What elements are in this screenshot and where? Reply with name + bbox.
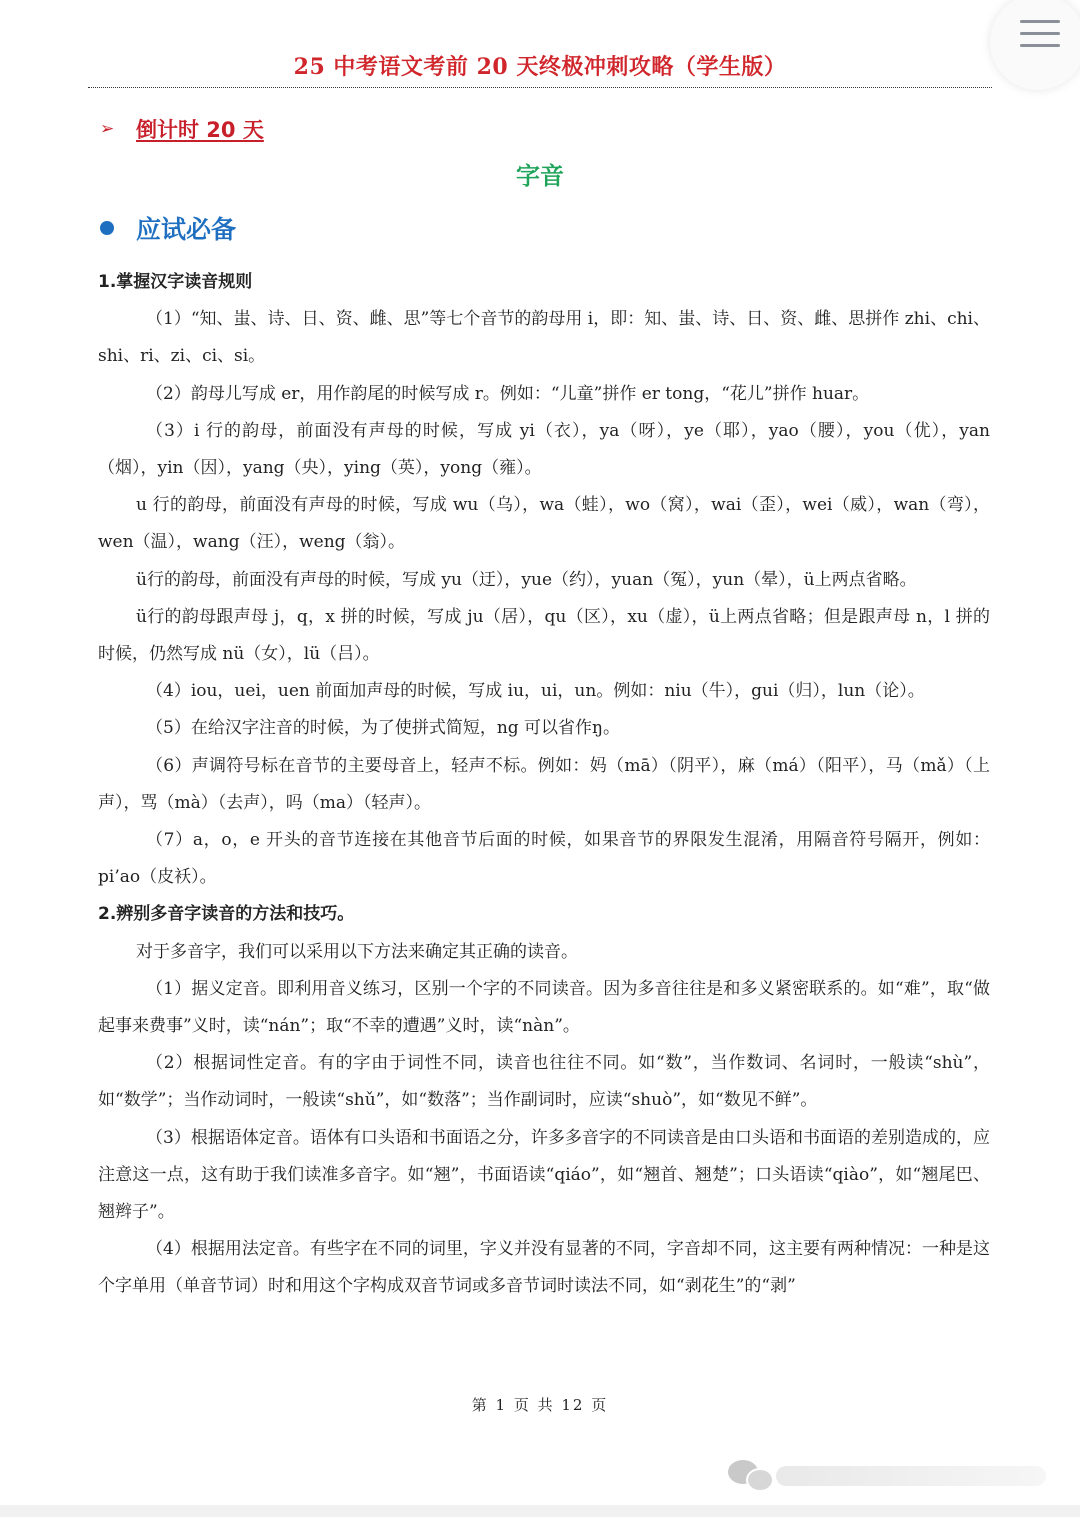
section-title: 字音 <box>516 162 564 190</box>
document-title: 25 中考语文考前 20 天终极冲刺攻略（学生版） <box>293 54 787 80</box>
paragraph: （1）据义定音。即利用音义练习，区别一个字的不同读音。因为多音往往是和多义紧密联系的。如“难”，取“做起事来费事”义时，读“nán”；取“不幸的遭遇”义时，读“nàn”。 <box>98 978 990 1037</box>
document-body <box>98 264 990 1306</box>
paragraph: （4）iou，uei，uen 前面加声母的时候，写成 iu，ui，un。例如：niu（牛），gui（归），lun（论）。 <box>146 681 925 702</box>
paragraph: （2）韵母儿写成 er，用作韵尾的时候写成 r。例如：“儿童”拼作 er tong，“花儿”拼作 huar。 <box>146 383 870 404</box>
countdown-label: 倒计时 20 天 <box>136 118 264 142</box>
paragraph: （7）a，o，e 开头的音节连接在其他音节后面的时候，如果音节的界限发生混淆，用隔音符号隔开，例如：pi’ao（皮袄）。 <box>98 830 990 888</box>
watermark <box>724 1458 1054 1492</box>
page-number: 第 1 页 共 12 页 <box>471 1396 609 1414</box>
paragraph: （6）声调符号标在音节的主要母音上，轻声不标。例如：妈（mā）（阴平），麻（má）（阳平），马（mǎ）（上声），骂（mà）（去声），吗（ma）（轻声）。 <box>98 755 990 813</box>
menu-button[interactable] <box>990 0 1080 90</box>
essentials-label: 应试必备 <box>136 215 237 244</box>
menu-icon-line <box>1020 44 1060 47</box>
paragraph: （1）“知、蚩、诗、日、资、雌、思”等七个音节的韵母用 i，即：知、蚩、诗、日、资、雌、思拼作 zhi、chi、shi、ri、zi、ci、si。 <box>98 309 990 367</box>
paragraph: 对于多音字，我们可以采用以下方法来确定其正确的读音。 <box>136 941 578 962</box>
bottom-band <box>0 1505 1080 1517</box>
paragraph: （3）根据语体定音。语体有口头语和书面语之分，许多多音字的不同读音是由口头语和书面语的差别造成的，应注意这一点，这有助于我们读准多音字。如“翘”，书面语读“qiáo”，如“翘首、翘楚”；口头语读“qiào”，如“翘尾巴、翘辫子”。 <box>98 1127 990 1223</box>
arrow-bullet-icon: ➢ <box>100 119 115 139</box>
paragraph: ü行的韵母跟声母 j，q，x 拼的时候，写成 ju（居），qu（区），xu（虚），ü上两点省略；但是跟声母 n，l 拼的时候，仍然写成 nü（女），lü（吕）。 <box>98 606 990 665</box>
paragraph: （4）根据用法定音。有些字在不同的词里，字义并没有显著的不同，字音却不同，这主要有两种情况：一种是这个字单用（单音节词）时和用这个字构成双音节词或多音节词时读法不同，如“剥花生”的“剥” <box>98 1239 990 1297</box>
subheading: 2.辨别多音字读音的方法和技巧。 <box>98 904 355 925</box>
menu-icon-line <box>1020 32 1060 35</box>
menu-icon-line <box>1020 20 1060 23</box>
essentials-heading <box>100 210 236 246</box>
subheading: 1.掌握汉字读音规则 <box>98 272 253 292</box>
countdown-heading <box>100 114 264 144</box>
paragraph: （3）i 行的韵母，前面没有声母的时候，写成 yi（衣），ya（呀），ye（耶），yao（腰），you（优），yan（烟），yin（因），yang（央），ying（英），yong（雍）。 <box>98 420 990 479</box>
paragraph: ü行的韵母，前面没有声母的时候，写成 yu（迂），yue（约），yuan（冤），yun（晕），ü上两点省略。 <box>136 569 917 590</box>
watermark-bar <box>776 1466 1046 1486</box>
chat-bubble-icon <box>746 1468 774 1492</box>
paragraph: （5）在给汉字注音的时候，为了使拼式简短，ng 可以省作ŋ。 <box>146 718 620 739</box>
paragraph: （2）根据词性定音。有的字由于词性不同，读音也往往不同。如“数”，当作数词、名词时，一般读“shù”，如“数学”；当作动词时，一般读“shǔ”，如“数落”；当作副词时，应读“shuò”，如“数见不鲜”。 <box>98 1053 990 1111</box>
bullet-dot-icon <box>100 221 114 235</box>
header-divider <box>88 87 992 88</box>
paragraph: u 行的韵母，前面没有声母的时候，写成 wu（乌），wa（蛙），wo（窝），wai（歪），wei（威），wan（弯），wen（温），wang（汪），weng（翁）。 <box>98 495 990 553</box>
